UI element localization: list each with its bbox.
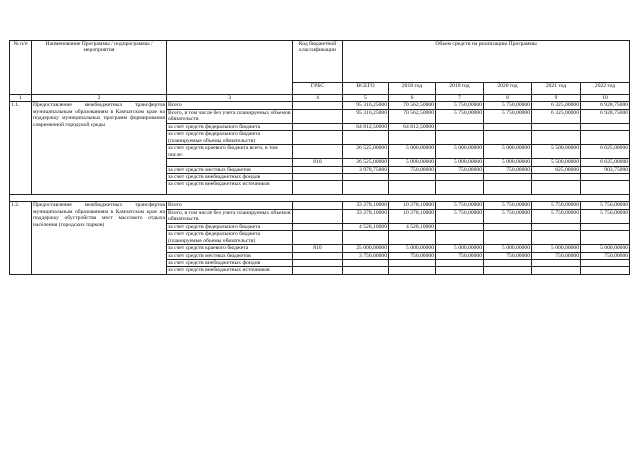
year-value: 5 750,00000 xyxy=(436,202,484,209)
header-year-2021: 2021 год xyxy=(532,83,581,95)
row-label: Всего xyxy=(167,202,293,209)
year-value: 5 000,00000 xyxy=(484,145,532,159)
year-value xyxy=(389,174,436,181)
row-label: Всего xyxy=(167,102,293,109)
header-empty xyxy=(167,41,293,95)
year-value: 750,00000 xyxy=(436,252,484,259)
year-value: 5 000,00000 xyxy=(389,159,436,166)
year-value: 5 750,00000 xyxy=(484,202,532,209)
grbs-code xyxy=(293,260,343,267)
table-row xyxy=(10,102,630,109)
header-total: ВСЕГО xyxy=(343,83,389,95)
year-value: 5 750,00000 xyxy=(484,102,532,109)
grbs-code: 810 xyxy=(293,159,343,166)
header-num: № п/п xyxy=(10,41,32,95)
grbs-code xyxy=(293,231,343,245)
year-value: 5 000,00000 xyxy=(581,245,630,252)
grbs-code xyxy=(293,181,343,195)
total-value: 95 316,25000 xyxy=(343,102,389,109)
column-number-row xyxy=(10,95,630,102)
grbs-code: 810 xyxy=(293,245,343,252)
year-value: 5 750,00000 xyxy=(436,109,484,123)
row-label: за счет средств внебюджетных фондов xyxy=(167,260,293,267)
section-number: 1.1. xyxy=(10,102,32,195)
year-value xyxy=(484,260,532,267)
year-value: 750,00000 xyxy=(484,166,532,173)
year-value: 5 000,00000 xyxy=(436,245,484,252)
grbs-code xyxy=(293,202,343,209)
header-code: Код бюджетной классификации xyxy=(293,41,343,83)
row-label: за счет средств местных бюджетов xyxy=(167,252,293,259)
header-year-2022: 2022 год xyxy=(581,83,630,95)
header-year-2018: 2018 год xyxy=(389,83,436,95)
year-value: 70 562,50000 xyxy=(389,109,436,123)
total-value xyxy=(343,267,389,274)
year-value xyxy=(484,267,532,274)
year-value xyxy=(581,260,630,267)
year-value: 825,00000 xyxy=(532,166,581,173)
row-label: за счет средств краевого бюджета всего, в том числе: xyxy=(167,145,293,159)
year-value xyxy=(389,267,436,274)
year-value: 5 750,00000 xyxy=(484,109,532,123)
row-label: Всего, в том числе без учета планируемых объемов обязательств xyxy=(167,209,293,223)
year-value xyxy=(436,267,484,274)
colnum: 6 xyxy=(389,95,436,102)
grbs-code xyxy=(293,102,343,109)
year-value xyxy=(484,131,532,145)
year-value xyxy=(436,123,484,130)
year-value xyxy=(436,231,484,245)
total-value: 33 278,10000 xyxy=(343,202,389,209)
year-value xyxy=(389,260,436,267)
year-value xyxy=(532,131,581,145)
header-name: Наименование Программы / подпрограммы / мероприятия xyxy=(32,41,167,95)
year-value: 5 750,00000 xyxy=(532,202,581,209)
total-value xyxy=(343,131,389,145)
grbs-code xyxy=(293,109,343,123)
year-value: 6 025,00000 xyxy=(581,145,630,159)
row-label: за счет средств федерального бюджета (планируемые объемы обязательств) xyxy=(167,131,293,145)
header-year-2019: 2019 год xyxy=(436,83,484,95)
colnum: 3 xyxy=(167,95,293,102)
year-value xyxy=(484,174,532,181)
total-value: 3 750,00000 xyxy=(343,252,389,259)
colnum: 10 xyxy=(581,95,630,102)
total-value: 25 000,00000 xyxy=(343,245,389,252)
colnum: 9 xyxy=(532,95,581,102)
row-label: за счет средств федерального бюджета xyxy=(167,223,293,230)
year-value: 5 000,00000 xyxy=(484,245,532,252)
year-value: 6 928,75000 xyxy=(581,109,630,123)
year-value xyxy=(581,123,630,130)
year-value xyxy=(532,231,581,245)
total-value: 26 525,00000 xyxy=(343,159,389,166)
section-name: Предоставление межбюджетных трансфертов муниципальным образованиям в Камчатском крае на поддержку обустройства мест массового отдыха населения (городских парков) xyxy=(32,202,167,274)
year-value xyxy=(436,223,484,230)
year-value: 70 562,50000 xyxy=(389,102,436,109)
row-label: за счет средств внебюджетных источников xyxy=(167,181,293,195)
year-value: 5 500,00000 xyxy=(532,159,581,166)
year-value xyxy=(581,174,630,181)
year-value: 6 928,75000 xyxy=(581,102,630,109)
year-value: 5 000,00000 xyxy=(389,245,436,252)
year-value xyxy=(532,267,581,274)
year-value: 6 325,00000 xyxy=(532,102,581,109)
year-value: 10 278,10000 xyxy=(389,202,436,209)
row-label: за счет средств местных бюджетов xyxy=(167,166,293,173)
total-value: 64 812,50000 xyxy=(343,123,389,130)
year-value: 5 750,00000 xyxy=(484,209,532,223)
year-value xyxy=(581,223,630,230)
year-value xyxy=(436,131,484,145)
colnum: 8 xyxy=(484,95,532,102)
year-value: 750,00000 xyxy=(389,166,436,173)
year-value xyxy=(532,223,581,230)
year-value: 5 750,00000 xyxy=(581,209,630,223)
grbs-code xyxy=(293,267,343,274)
total-value xyxy=(343,174,389,181)
total-value: 26 525,00000 xyxy=(343,145,389,159)
colnum: 1 xyxy=(10,95,32,102)
row-label: за счет средств внебюджетных источников xyxy=(167,267,293,274)
year-value xyxy=(532,123,581,130)
colnum: 4 xyxy=(293,95,343,102)
grbs-code xyxy=(293,174,343,181)
year-value xyxy=(581,181,630,195)
total-value xyxy=(343,181,389,195)
colnum: 2 xyxy=(32,95,167,102)
year-value: 750,00000 xyxy=(484,252,532,259)
row-label: за счет средств внебюджетных фондов xyxy=(167,174,293,181)
grbs-code xyxy=(293,123,343,130)
year-value: 903,75000 xyxy=(581,166,630,173)
year-value xyxy=(532,181,581,195)
grbs-code xyxy=(293,131,343,145)
year-value xyxy=(436,260,484,267)
year-value xyxy=(436,181,484,195)
grbs-code xyxy=(293,166,343,173)
row-label: за счет средств краевого бюджета xyxy=(167,245,293,252)
year-value xyxy=(581,231,630,245)
year-value: 5 750,00000 xyxy=(581,202,630,209)
year-value xyxy=(484,181,532,195)
year-value xyxy=(389,181,436,195)
section-number: 1.2. xyxy=(10,202,32,274)
year-value: 5 000,00000 xyxy=(436,159,484,166)
grbs-code xyxy=(293,209,343,223)
year-value xyxy=(581,131,630,145)
year-value: 5 500,00000 xyxy=(532,145,581,159)
header-grbs: ГРБС xyxy=(293,83,343,95)
header-volume: Объем средств на реализацию Программы xyxy=(343,41,630,83)
row-label: за счет средств федерального бюджета xyxy=(167,123,293,130)
section-name: Предоставление межбюджетных трансфертов муниципальным образованиям в Камчатском крае на поддержку муниципальных программ формирования современной городской среды xyxy=(32,102,167,195)
year-value: 750,00000 xyxy=(436,166,484,173)
year-value xyxy=(484,231,532,245)
year-value xyxy=(484,123,532,130)
grbs-code xyxy=(293,145,343,159)
total-value xyxy=(343,231,389,245)
year-value: 6 025,00000 xyxy=(581,159,630,166)
row-label xyxy=(167,159,293,166)
year-value: 5 000,00000 xyxy=(389,145,436,159)
total-value xyxy=(343,260,389,267)
year-value xyxy=(436,174,484,181)
year-value: 5 750,00000 xyxy=(436,102,484,109)
year-value: 5 000,00000 xyxy=(436,145,484,159)
year-value xyxy=(581,267,630,274)
year-value: 4 528,10000 xyxy=(389,223,436,230)
section-gap xyxy=(10,195,630,202)
year-value: 5 750,00000 xyxy=(532,209,581,223)
year-value xyxy=(389,231,436,245)
total-value: 3 978,75000 xyxy=(343,166,389,173)
program-funding-table xyxy=(9,40,630,275)
total-value: 4 528,10000 xyxy=(343,223,389,230)
row-label: Всего, в том числе без учета планируемых объемов обязательств xyxy=(167,109,293,123)
total-value: 95 316,25000 xyxy=(343,109,389,123)
year-value: 5 000,00000 xyxy=(532,245,581,252)
year-value: 750,00000 xyxy=(532,252,581,259)
colnum: 7 xyxy=(436,95,484,102)
year-value: 10 278,10000 xyxy=(389,209,436,223)
year-value: 5 000,00000 xyxy=(484,159,532,166)
grbs-code xyxy=(293,252,343,259)
year-value: 750,00000 xyxy=(581,252,630,259)
year-value xyxy=(532,260,581,267)
year-value xyxy=(484,223,532,230)
year-value: 5 750,00000 xyxy=(436,209,484,223)
year-value xyxy=(389,131,436,145)
year-value: 6 325,00000 xyxy=(532,109,581,123)
row-label: за счет средств федерального бюджета (планируемые объемы обязательств) xyxy=(167,231,293,245)
year-value: 64 812,50000 xyxy=(389,123,436,130)
year-value: 750,00000 xyxy=(389,252,436,259)
total-value: 33 278,10000 xyxy=(343,209,389,223)
grbs-code xyxy=(293,223,343,230)
header-year-2020: 2020 год xyxy=(484,83,532,95)
table-row xyxy=(10,202,630,209)
year-value xyxy=(532,174,581,181)
colnum: 5 xyxy=(343,95,389,102)
